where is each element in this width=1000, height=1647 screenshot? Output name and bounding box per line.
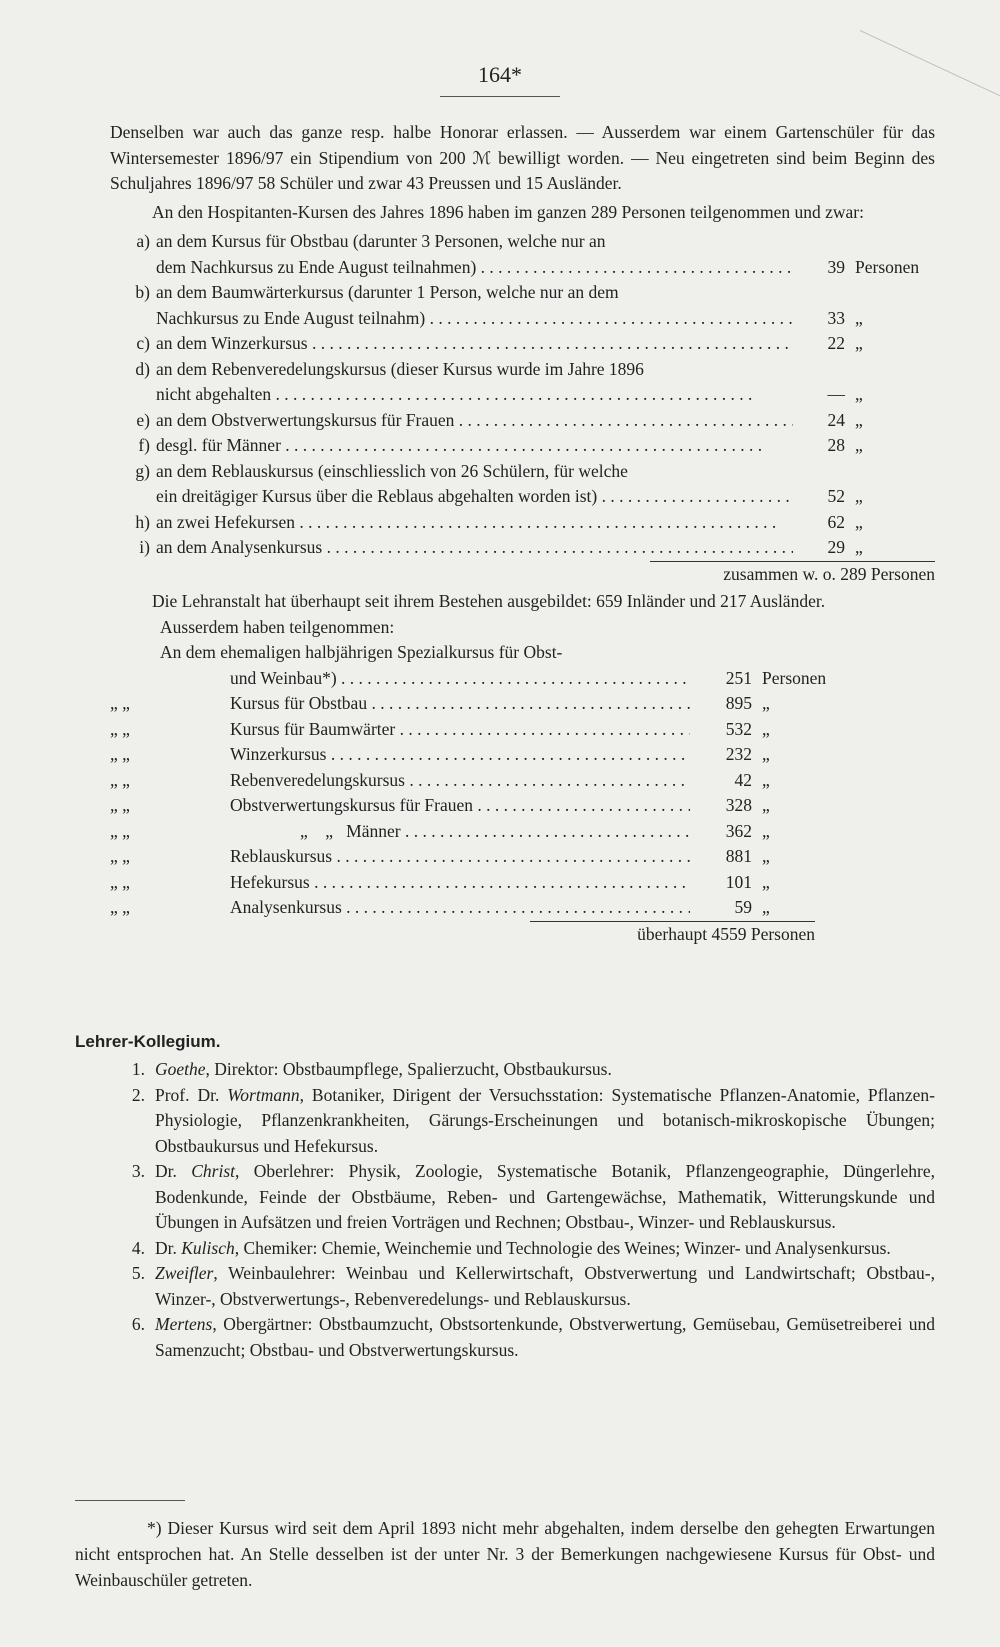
course-text-line — [156, 408, 793, 434]
history-course — [230, 666, 690, 692]
history-unit: „ — [762, 769, 770, 790]
course-text-line1: an dem Baumwärterkursus (darunter 1 Person, welche nur an dem — [156, 282, 619, 302]
course-row — [110, 433, 935, 459]
course-text-line2 — [156, 484, 793, 510]
course-text-line2 — [156, 306, 793, 332]
footnote-rule — [75, 1500, 185, 1501]
course-text-line — [156, 331, 793, 357]
course-row — [110, 280, 935, 306]
course-unit: „ — [855, 384, 863, 404]
course-row — [110, 408, 935, 434]
leader-dots — [281, 435, 762, 455]
faculty-member — [75, 1083, 935, 1160]
history-course-text: Kursus für Baumwärter — [230, 718, 396, 739]
history-unit: „ — [762, 846, 770, 866]
course-count: 22 — [827, 333, 845, 353]
faculty-description: , Botaniker, Dirigent der Versuchsstation: Systematische Pflanzen-Anatomie, Pflanzen-Physiologie, Pflanzenkrankheiten, Gärungs-Erscheinungen und botanisch-mikroskopische Übungen; Obstbaukursus und Hefekursus. — [155, 1084, 935, 1156]
course-text: an dem Analysenkursus — [156, 537, 323, 557]
ditto-marks: „ „ — [110, 718, 130, 739]
main-text — [110, 120, 935, 947]
leader-dots — [454, 410, 793, 430]
leader-dots — [342, 897, 690, 917]
history-row — [110, 717, 935, 743]
history-count: 59 — [734, 897, 752, 917]
faculty-member — [75, 1236, 935, 1262]
history-unit: „ — [762, 871, 770, 892]
history-count: 362 — [725, 820, 752, 841]
history-course-text: Hefekursus — [230, 871, 310, 892]
leader-dots — [473, 795, 690, 815]
leader-dots — [405, 770, 690, 790]
history-course-text: Analysenkursus — [230, 897, 342, 917]
history-count: 101 — [725, 871, 752, 892]
page-number: 164* — [478, 62, 522, 87]
faculty-number: 3. — [131, 1161, 145, 1181]
course-text: an dem Winzerkursus — [156, 333, 308, 353]
leader-dots — [476, 257, 793, 277]
course-label: d) — [135, 358, 150, 379]
leader-dots — [271, 384, 752, 404]
course-text: an zwei Hefekursen — [156, 511, 295, 532]
leader-dots — [395, 719, 690, 739]
history-unit: Personen — [762, 667, 827, 688]
course-text: ein dreitägiger Kursus über die Reblaus abgehalten worden ist) — [156, 486, 598, 506]
leader-dots — [597, 486, 793, 506]
course-label: a) — [136, 231, 150, 251]
history-unit: „ — [762, 693, 770, 713]
course-unit: „ — [855, 333, 863, 353]
footnote-text: *) Dieser Kursus wird seit dem April 1893 nicht mehr abgehalten, indem derselbe den gehegten Erwartungen nicht entsprochen hat. An Stelle desselben ist der unter Nr. 3 der Bemerkungen nachgewiesene Kursus für Obst- und Weinbauschüler getreten. — [75, 1518, 935, 1590]
history-unit: „ — [762, 718, 770, 739]
history-count: 532 — [725, 718, 752, 739]
faculty-entry — [155, 1261, 935, 1312]
history-row — [110, 895, 935, 921]
intro-paragraph-1: Denselben war auch das ganze resp. halbe Honorar erlassen. — Ausserdem war einem Gartenschüler für das Wintersemester 1896/97 ein Stipendium von 200 ℳ bewilligt worden. — Neu eingetreten sind beim Beginn des Schuljahres 1896/97 58 Schüler und zwar 43 Preussen und 15 Ausländer. — [110, 122, 935, 193]
footnote — [75, 1515, 935, 1593]
course-text: an dem Obstverwertungskursus für Frauen — [156, 409, 455, 430]
faculty-entry — [155, 1083, 935, 1160]
history-count: 232 — [725, 744, 752, 764]
leader-dots — [337, 668, 690, 688]
history-unit: „ — [762, 795, 770, 815]
additional-heading: Ausserdem haben teilgenommen: — [160, 616, 395, 637]
history-course — [230, 819, 690, 845]
leader-dots — [322, 537, 793, 557]
history-total: überhaupt 4559 Personen — [637, 923, 815, 944]
course-label: b) — [135, 282, 150, 302]
faculty-name: Christ — [191, 1161, 235, 1181]
page-number-rule — [440, 96, 560, 97]
course-count: 24 — [827, 409, 845, 430]
course-count: 39 — [827, 256, 845, 277]
faculty-description: , Weinbaulehrer: Weinbau und Kellerwirtschaft, Obstverwertung und Landwirtschaft; Obstbau-, Winzer-, Obstverwertungs-, Rebenveredelungs- und Reblauskursus. — [155, 1263, 935, 1309]
course-row — [110, 331, 935, 357]
course-count: 62 — [827, 511, 845, 532]
history-course — [230, 768, 690, 794]
course-row-cont — [110, 255, 935, 281]
history-course-text: „ „ Männer — [230, 820, 401, 841]
history-count: 328 — [725, 795, 752, 815]
faculty-heading: Lehrer-Kollegium. — [75, 1032, 221, 1051]
history-list — [110, 666, 935, 921]
leader-dots — [425, 308, 793, 328]
faculty-number: 2. — [131, 1084, 145, 1105]
course-text-line1: an dem Kursus für Obstbau (darunter 3 Personen, welche nur an — [156, 231, 606, 251]
course-text-line — [156, 433, 793, 459]
leader-dots — [310, 872, 690, 892]
course-row — [110, 510, 935, 536]
faculty-number: 6. — [131, 1314, 145, 1334]
faculty-member — [75, 1312, 935, 1363]
course-text: nicht abgehalten — [156, 384, 272, 404]
faculty-member — [75, 1261, 935, 1312]
ditto-marks: „ „ — [110, 769, 130, 790]
history-row — [110, 742, 935, 768]
history-count: 895 — [725, 693, 752, 713]
course-list — [110, 229, 935, 561]
course-row — [110, 459, 935, 485]
faculty-number: 4. — [131, 1237, 145, 1258]
course-text: dem Nachkursus zu Ende August teilnahmen) — [156, 256, 477, 277]
ditto-marks: „ „ — [110, 744, 130, 764]
history-unit: „ — [762, 820, 770, 841]
course-count: 28 — [827, 435, 845, 455]
course-text: desgl. für Männer — [156, 435, 281, 455]
course-unit: „ — [855, 486, 863, 506]
ditto-marks: „ „ — [110, 846, 130, 866]
faculty-name: Wortmann — [227, 1084, 300, 1105]
faculty-name: Mertens — [155, 1314, 213, 1334]
course-unit: „ — [855, 537, 863, 557]
faculty-member — [75, 1159, 935, 1236]
course-label: f) — [138, 435, 150, 455]
history-row — [110, 691, 935, 717]
history-row — [110, 819, 935, 845]
leader-dots — [295, 512, 776, 532]
course-unit: „ — [855, 511, 863, 532]
ditto-marks: „ „ — [110, 795, 130, 815]
course-row — [110, 357, 935, 383]
faculty-entry — [155, 1057, 935, 1083]
history-course-text: Kursus für Obstbau — [230, 693, 368, 713]
history-row — [110, 870, 935, 896]
course-unit: „ — [855, 307, 863, 328]
course-row-cont — [110, 484, 935, 510]
course-count: — — [827, 384, 845, 404]
course-text-line2 — [156, 255, 793, 281]
faculty-number: 1. — [131, 1059, 145, 1079]
history-row — [110, 768, 935, 794]
course-unit: Personen — [855, 256, 920, 277]
faculty-entry — [155, 1236, 935, 1262]
faculty-description: , Chemiker: Chemie, Weinchemie und Technologie des Weines; Winzer- und Analysenkursus. — [234, 1237, 891, 1258]
course-label: g) — [135, 460, 150, 481]
history-unit: „ — [762, 744, 770, 764]
ditto-marks: „ „ — [110, 820, 130, 841]
leader-dots — [327, 744, 691, 764]
leader-dots — [401, 821, 690, 841]
course-count: 52 — [827, 486, 845, 506]
faculty-entry — [155, 1312, 935, 1363]
course-text: Nachkursus zu Ende August teilnahm) — [156, 307, 426, 328]
course-text-line1: an dem Rebenveredelungskursus (dieser Kursus wurde im Jahre 1896 — [156, 358, 644, 379]
course-text-line2 — [156, 382, 793, 408]
leader-dots — [367, 693, 690, 713]
course-row-cont — [110, 382, 935, 408]
history-course-text: Reblauskursus — [230, 846, 333, 866]
leader-dots — [332, 846, 690, 866]
faculty-title: Dr. — [155, 1161, 192, 1181]
history-course — [230, 717, 690, 743]
course-text-line1: an dem Reblauskursus (einschliesslich von 26 Schülern, für welche — [156, 460, 628, 481]
ditto-marks: „ „ — [110, 693, 130, 713]
course-count: 29 — [827, 537, 845, 557]
history-intro-line: An dem ehemaligen halbjährigen Spezialkursus für Obst- — [160, 642, 563, 662]
graduates-paragraph: Die Lehranstalt hat überhaupt seit ihrem Bestehen ausgebildet: 659 Inländer und 217 Ausländer. — [152, 591, 826, 611]
faculty-member — [75, 1057, 935, 1083]
history-course-text: Rebenveredelungskursus — [230, 769, 405, 790]
history-course — [230, 844, 690, 870]
course-label: e) — [136, 409, 150, 430]
history-row — [110, 793, 935, 819]
history-course — [230, 691, 690, 717]
course-unit: „ — [855, 409, 863, 430]
faculty-entry — [155, 1159, 935, 1236]
ditto-marks: „ „ — [110, 871, 130, 892]
course-label: i) — [139, 537, 150, 557]
history-unit: „ — [762, 897, 770, 917]
faculty-number: 5. — [131, 1263, 145, 1283]
course-label: h) — [135, 511, 150, 532]
history-course — [230, 793, 690, 819]
course-row — [110, 229, 935, 255]
faculty-description: , Obergärtner: Obstbaumzucht, Obstsortenkunde, Obstverwertung, Gemüsebau, Gemüsetreiberei und Samenzucht; Obstbau- und Obstverwertungskursus. — [155, 1314, 935, 1360]
faculty-name: Zweifler — [155, 1263, 214, 1283]
faculty-name: Goethe — [155, 1059, 206, 1079]
course-row — [110, 535, 935, 561]
course-text-line — [156, 535, 793, 561]
history-course — [230, 742, 690, 768]
faculty-title: Dr. — [155, 1237, 182, 1258]
history-course — [230, 895, 690, 921]
history-row — [110, 844, 935, 870]
courses-total: zusammen w. o. 289 Personen — [723, 563, 935, 584]
history-row — [110, 666, 935, 692]
ditto-marks: „ „ — [110, 897, 130, 917]
faculty-description: , Direktor: Obstbaumpflege, Spalierzucht, Obstbaukursus. — [205, 1059, 612, 1079]
leader-dots — [308, 333, 789, 353]
history-course-text: Obstverwertungskursus für Frauen — [230, 795, 474, 815]
faculty-list — [75, 1057, 935, 1363]
history-course-text: und Weinbau*) — [230, 667, 337, 688]
course-unit: „ — [855, 435, 863, 455]
history-count: 42 — [734, 769, 752, 790]
faculty-title: Prof. Dr. — [155, 1084, 228, 1105]
course-count: 33 — [827, 307, 845, 328]
history-course — [230, 870, 690, 896]
course-label: c) — [136, 333, 150, 353]
history-count: 251 — [725, 667, 752, 688]
history-count: 881 — [725, 846, 752, 866]
course-row-cont — [110, 306, 935, 332]
course-text-line — [156, 510, 793, 536]
history-course-text: Winzerkursus — [230, 744, 327, 764]
faculty-description: , Oberlehrer: Physik, Zoologie, Systematische Botanik, Pflanzengeographie, Düngerlehre, Bodenkunde, Feinde der Obstbäume, Reben- und Gartengewächse, Mathematik, Witterungskunde und Übungen in Aufsätzen und freien Vorträgen und Rechnen; Obstbau-, Winzer- und Reblauskursus. — [155, 1161, 936, 1232]
intro-paragraph-2: An den Hospitanten-Kursen des Jahres 1896 haben im ganzen 289 Personen teilgenommen und zwar: — [152, 201, 864, 222]
faculty-name: Kulisch — [181, 1237, 235, 1258]
